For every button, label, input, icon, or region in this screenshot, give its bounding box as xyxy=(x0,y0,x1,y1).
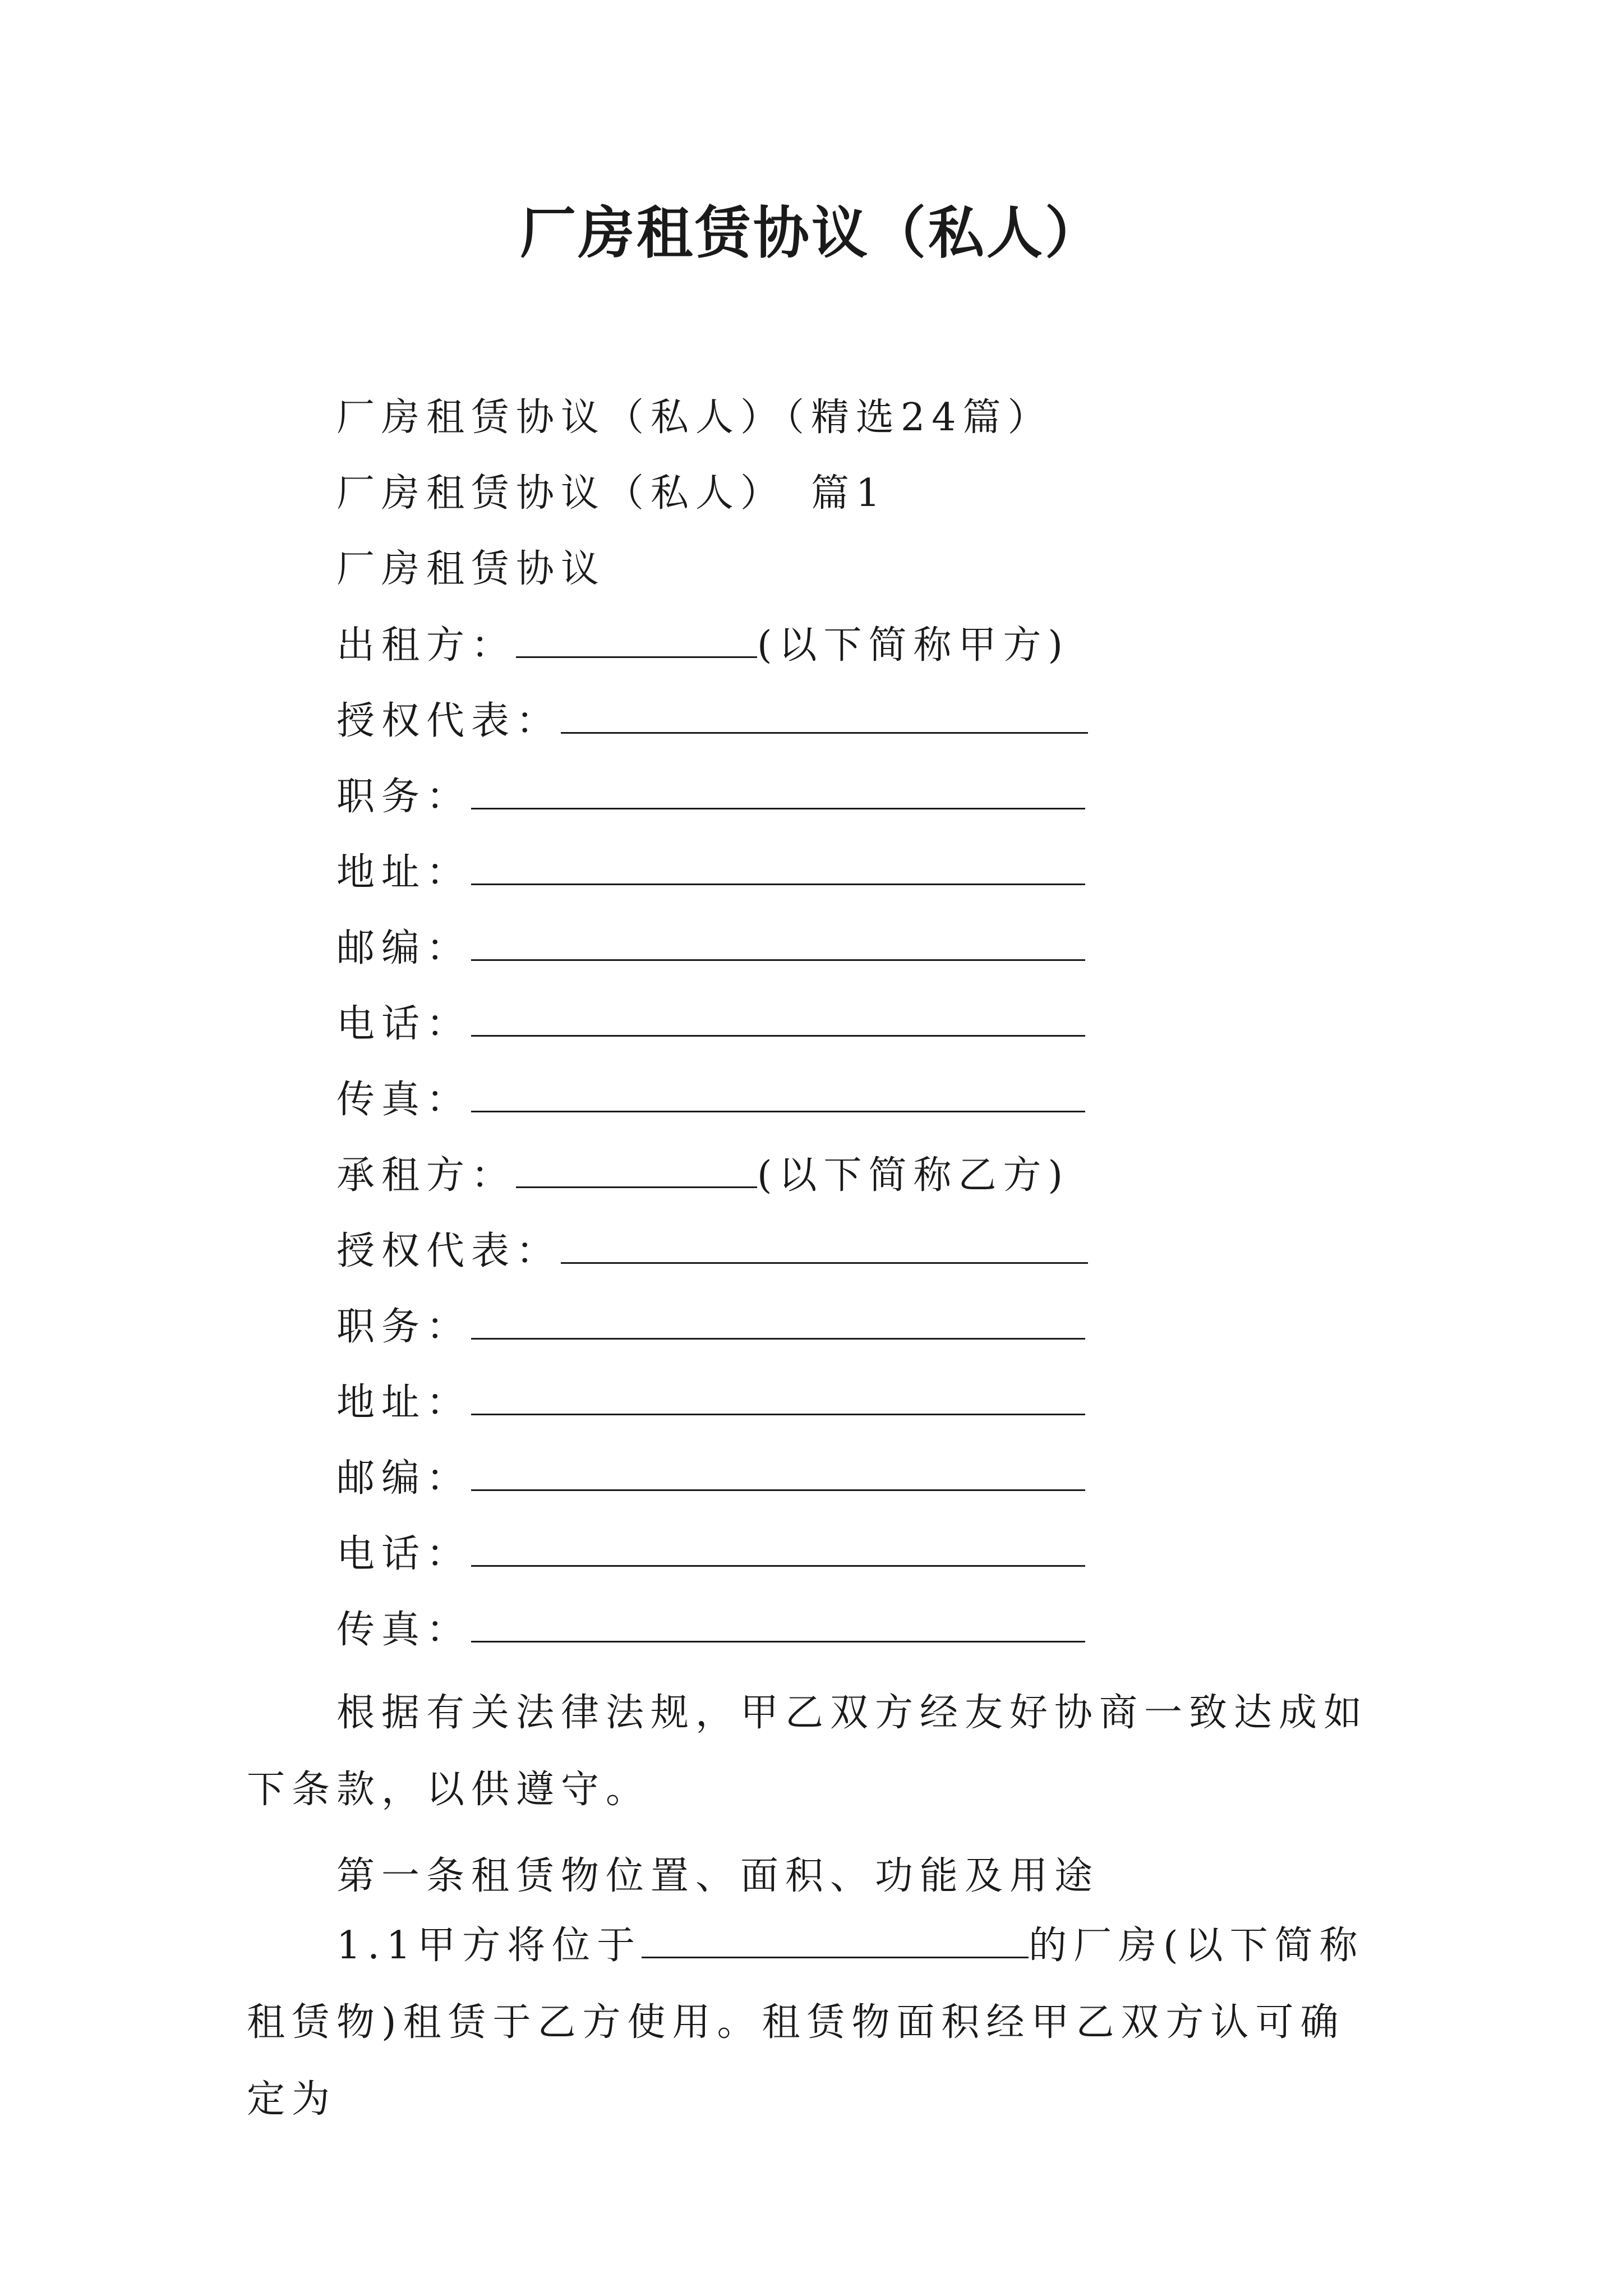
lessee-line xyxy=(336,1147,1069,1204)
lessor-field-row xyxy=(336,1071,1085,1128)
lessor-field-label: 电话： xyxy=(336,1002,472,1046)
clause-1-1-lead: 1.1甲方将位于 xyxy=(336,1924,642,1968)
lessee-field-label: 职务： xyxy=(336,1305,472,1349)
lessee-field-row xyxy=(336,1602,1085,1658)
location-blank[interactable] xyxy=(642,1923,1029,1958)
lessor-field-blank[interactable] xyxy=(471,1071,1085,1112)
lessee-label: 承租方： xyxy=(336,1153,517,1198)
lessor-field-row xyxy=(336,693,1088,749)
subtitle-part: 厂房租赁协议（私人） 篇1 xyxy=(336,471,887,516)
lessor-field-label: 职务： xyxy=(336,775,472,819)
lessee-field-label: 邮编： xyxy=(336,1456,472,1501)
lessor-suffix: (以下简称甲方) xyxy=(757,623,1070,668)
lessor-field-blank[interactable] xyxy=(471,920,1085,961)
lessor-field-label: 授权代表： xyxy=(336,699,561,743)
lessee-field-row xyxy=(336,1223,1088,1280)
clause-1-1-rest: 的厂房(以下简称租赁物)租赁于乙方使用。租赁物面积经甲乙双方认可确定为 xyxy=(247,1924,1364,2122)
lessor-field-label: 传真： xyxy=(336,1078,472,1122)
lessor-field-blank[interactable] xyxy=(471,844,1085,885)
lessor-field-blank[interactable] xyxy=(471,996,1085,1037)
intro-paragraph: 根据有关法律法规，甲乙双方经友好协商一致达成如下条款，以供遵守。 xyxy=(247,1691,1369,1812)
lessee-field-label: 地址： xyxy=(336,1381,472,1425)
lessor-field-blank[interactable] xyxy=(561,693,1088,734)
lessor-field-row xyxy=(336,920,1085,977)
lessor-label: 出租方： xyxy=(336,623,517,668)
lessor-line xyxy=(336,617,1069,674)
article-1-title: 第一条租赁物位置、面积、功能及用途 xyxy=(336,1854,1100,1898)
lessee-field-label: 传真： xyxy=(336,1608,472,1652)
lessee-field-blank[interactable] xyxy=(471,1299,1085,1340)
lessee-field-blank[interactable] xyxy=(471,1602,1085,1642)
lessee-field-label: 电话： xyxy=(336,1532,472,1576)
lessor-field-row xyxy=(336,769,1085,825)
lessor-field-row xyxy=(336,844,1085,901)
lessee-field-row xyxy=(336,1299,1085,1355)
lessor-field-label: 地址： xyxy=(336,850,472,895)
lessee-field-row xyxy=(336,1374,1085,1431)
lessee-field-blank[interactable] xyxy=(471,1374,1085,1415)
lessor-field-label: 邮编： xyxy=(336,926,472,970)
document-title: 厂房租赁协议（私人） xyxy=(520,200,1103,266)
lessee-field-blank[interactable] xyxy=(471,1450,1085,1491)
lessee-blank[interactable] xyxy=(516,1147,757,1188)
section-heading: 厂房租赁协议 xyxy=(336,547,606,591)
lessee-suffix: (以下简称乙方) xyxy=(757,1153,1070,1198)
lessee-field-blank[interactable] xyxy=(471,1526,1085,1567)
subtitle-collection: 厂房租赁协议（私人）（精选24篇） xyxy=(336,395,1053,440)
clause-1-1 xyxy=(247,1907,1385,2138)
lessee-field-blank[interactable] xyxy=(561,1223,1088,1264)
lessor-blank[interactable] xyxy=(516,617,757,658)
lessee-field-row xyxy=(336,1526,1085,1582)
lessee-field-row xyxy=(336,1450,1085,1507)
lessee-field-label: 授权代表： xyxy=(336,1229,561,1273)
lessor-field-row xyxy=(336,996,1085,1052)
lessor-field-blank[interactable] xyxy=(471,769,1085,809)
